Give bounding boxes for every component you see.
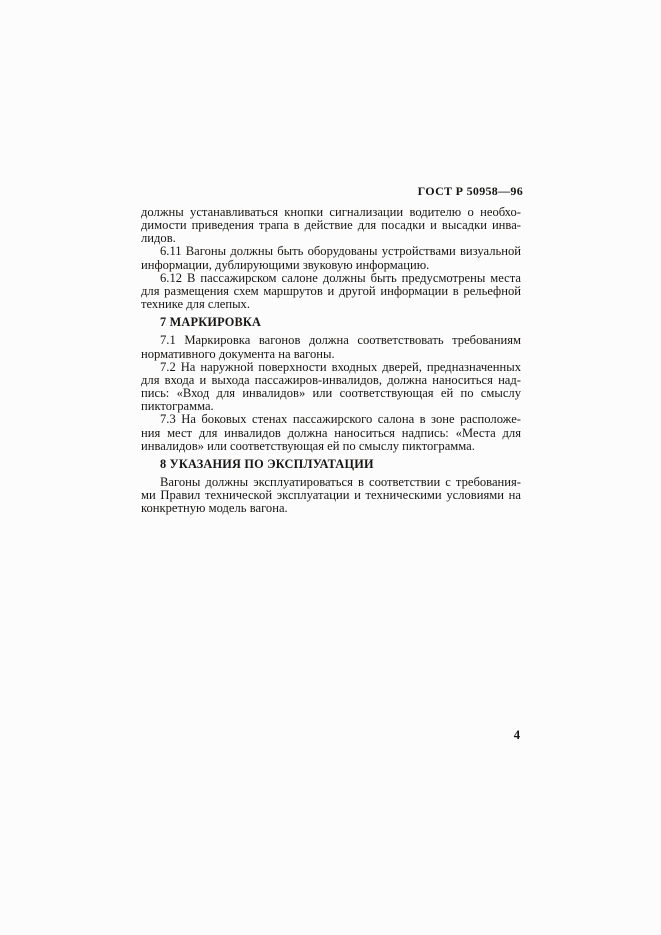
paragraph [141, 361, 521, 414]
text-line: для входа и выхода пассажиров-инвалидов, должна наноситься над- [141, 372, 521, 387]
section-heading: 7 МАРКИРОВКА [160, 315, 262, 330]
text-line: 6.11 Вагоны должны быть оборудованы устройствами визуальной [160, 244, 521, 259]
text-line: 6.12 В пассажирском салоне должны быть предусмотрены места [160, 270, 521, 285]
text-line: 7.2 На наружной поверхности входных дверей, предназначенных [160, 359, 521, 374]
text-line: инвалидов» или соответствующая ей по смыслу пиктограмма. [141, 438, 475, 453]
document-body [141, 206, 521, 515]
text-line: лидов. [141, 231, 176, 246]
paragraph [141, 413, 521, 452]
text-line: для размещения схем маршрутов и другой информации в рельефной [141, 283, 521, 298]
paragraph [141, 476, 521, 515]
text-line: димости приведения трапа в действие для посадки и высадки инва- [141, 218, 521, 233]
text-line: Вагоны должны эксплуатироваться в соответствии с требования- [160, 474, 521, 489]
paragraph [141, 272, 521, 311]
page-number: 4 [513, 728, 520, 742]
paragraph [141, 245, 521, 271]
text-line: ми Правил технической эксплуатации и техническими условиями на [141, 488, 521, 503]
document-code-header: ГОСТ Р 50958—96 [417, 184, 523, 198]
text-line: 7.3 На боковых стенах пассажирского салона в зоне расположе- [160, 412, 521, 427]
text-line: ния мест для инвалидов должна наноситься надпись: «Места для [141, 425, 521, 440]
text-line: должны устанавливаться кнопки сигнализации водителю о необхо- [141, 205, 521, 219]
paragraph [141, 334, 521, 360]
text-line: конкретную модель вагона. [141, 501, 288, 516]
section-heading: 8 УКАЗАНИЯ ПО ЭКСПЛУАТАЦИИ [160, 456, 374, 471]
text-line: 7.1 Маркировка вагонов должна соответствовать требованиям [160, 333, 521, 348]
text-line: пиктограмма. [141, 399, 214, 414]
text-line: технике для слепых. [141, 297, 250, 312]
text-line: нормативного документа на вагоны. [141, 346, 335, 361]
text-line: пись: «Вход для инвалидов» или соответствующая ей по смыслу [141, 386, 521, 401]
paragraph [141, 206, 521, 245]
text-line: информации, дублирующими звуковую информацию. [141, 257, 430, 272]
